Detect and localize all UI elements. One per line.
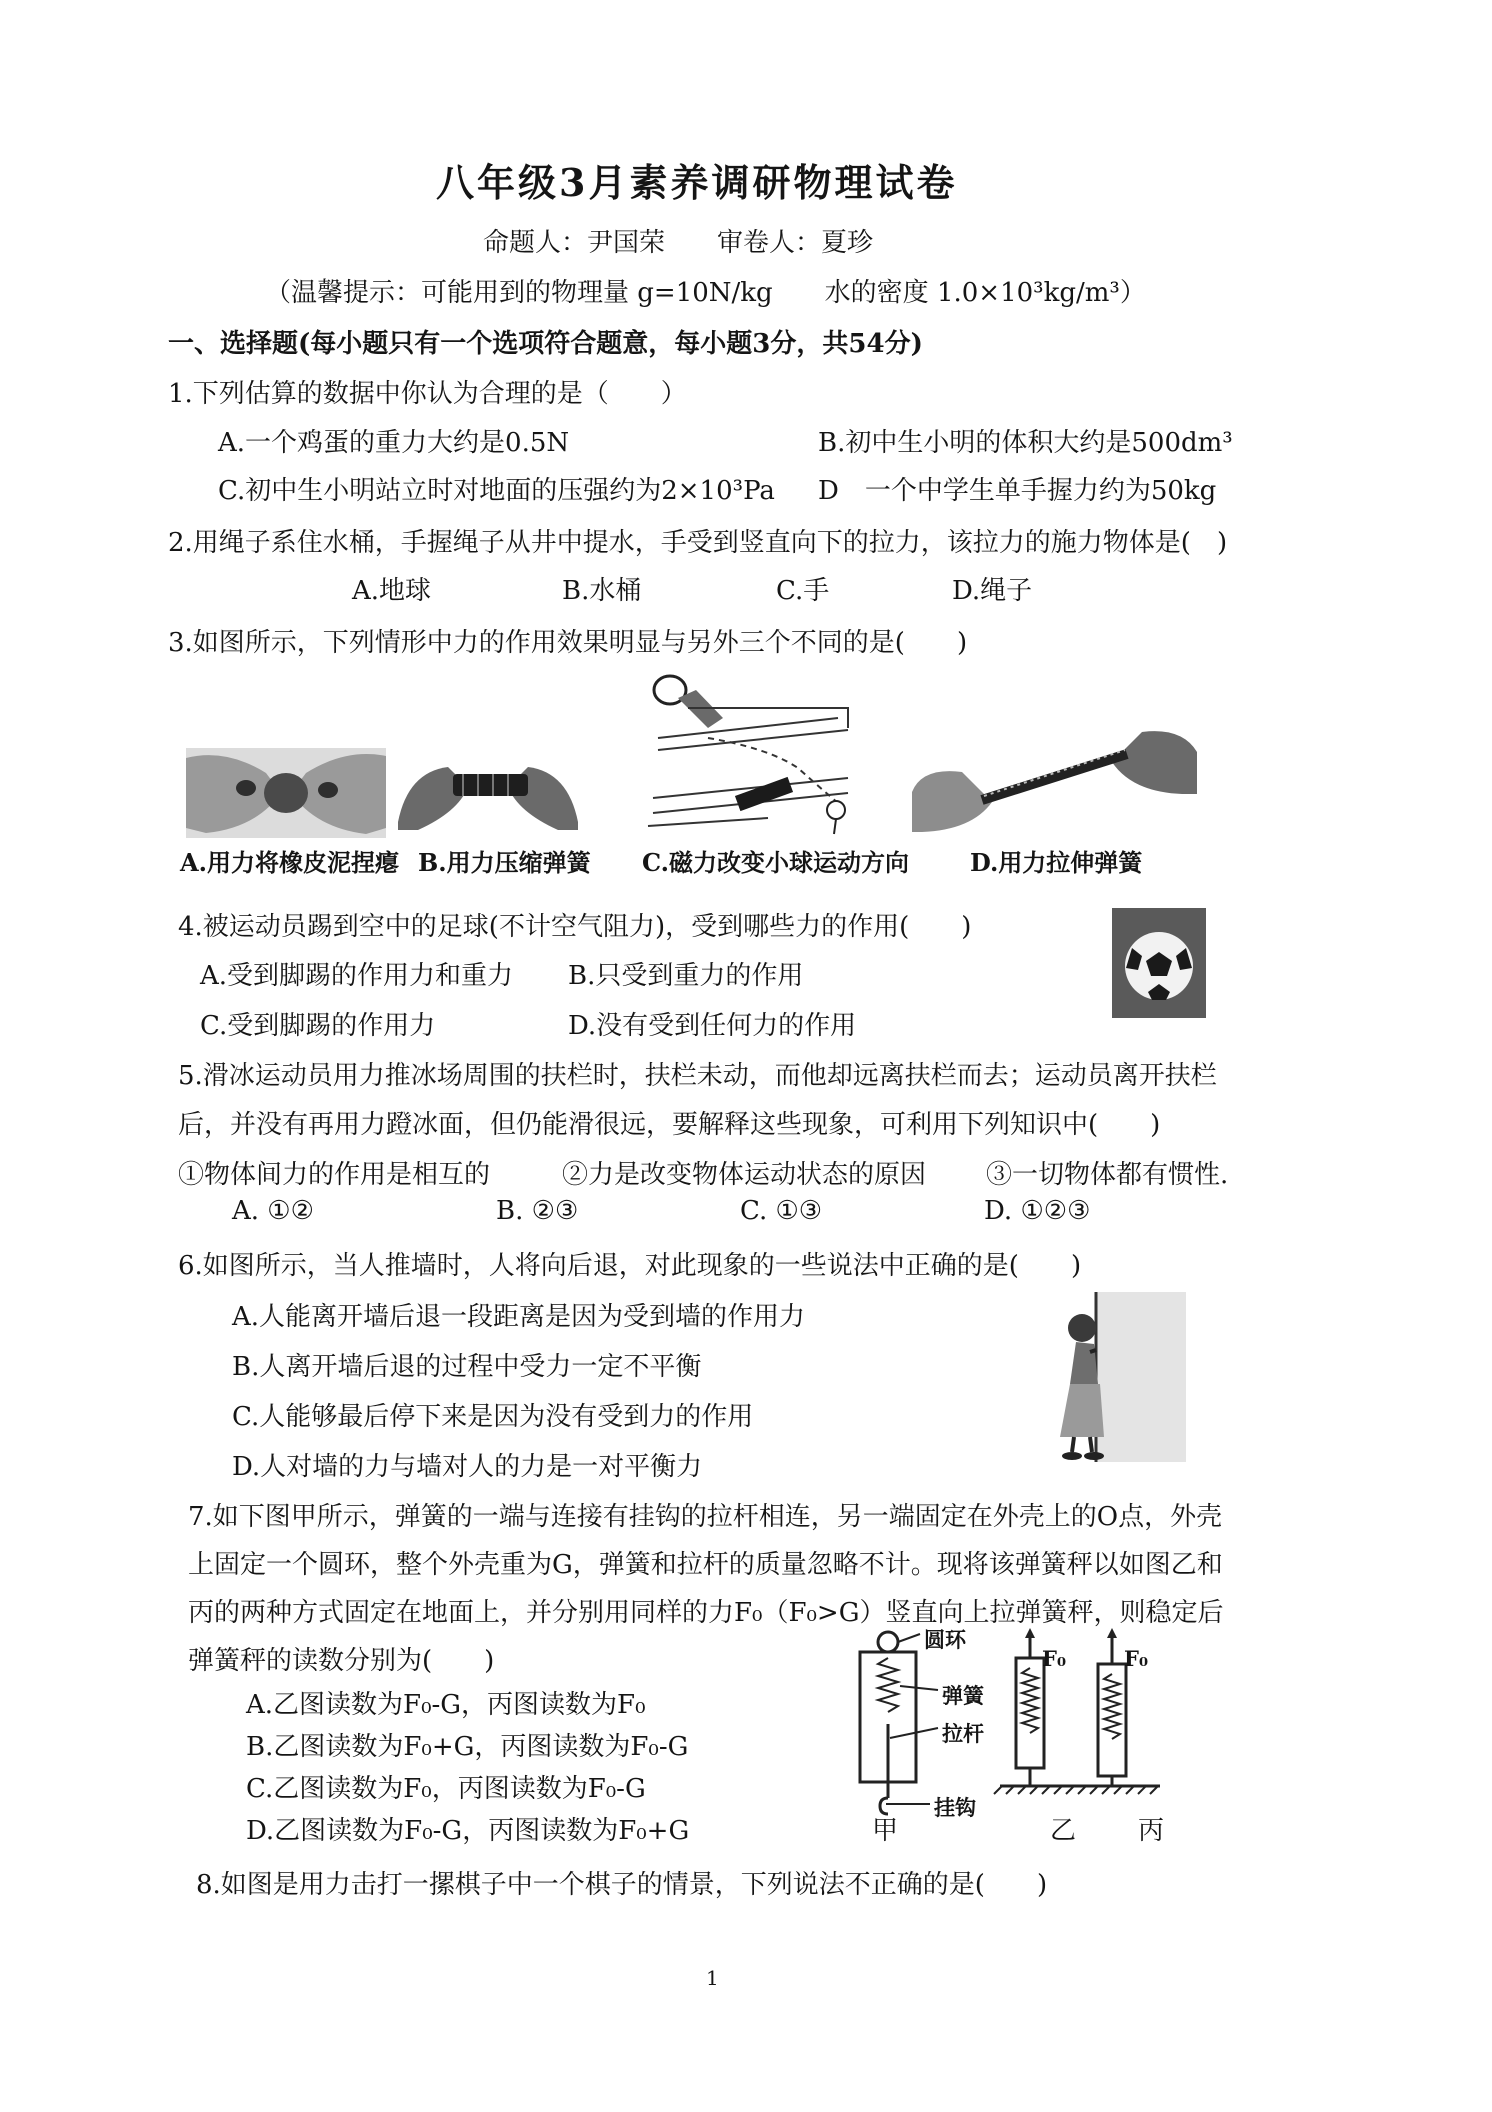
page-number: 1 <box>706 1966 719 1990</box>
q6-option-c: C.人能够最后停下来是因为没有受到力的作用 <box>232 1402 754 1432</box>
q6-option-d: D.人对墙的力与墙对人的力是一对平衡力 <box>232 1452 703 1482</box>
q1-option-c: C.初中生小明站立时对地面的压强约为2×10³Pa <box>218 476 775 506</box>
q6-option-b: B.人离开墙后退的过程中受力一定不平衡 <box>232 1352 702 1382</box>
q5-knowledge-2: ②力是改变物体运动状态的原因 <box>562 1160 927 1190</box>
q6-stem: 6.如图所示，当人推墙时，人将向后退，对此现象的一些说法中正确的是( ) <box>178 1251 1082 1281</box>
q5-stem-line1: 5.滑冰运动员用力推冰场周围的扶栏时，扶栏未动，而他却远离扶栏而去；运动员离开扶栏 <box>178 1061 1217 1091</box>
q2-option-a: A.地球 <box>352 576 432 606</box>
page-title: 八年级3月素养调研物理试卷 <box>436 160 958 205</box>
q4-option-d: D.没有受到任何力的作用 <box>568 1011 857 1041</box>
q7-option-b: B.乙图读数为F₀+G，丙图读数为F₀-G <box>246 1732 689 1762</box>
q7-stem-line3: 丙的两种方式固定在地面上，并分别用同样的力F₀（F₀>G）竖直向上拉弹簧秤，则稳定后 <box>188 1598 1224 1628</box>
section-heading: 一、选择题(每小题只有一个选项符合题意，每小题3分，共54分) <box>168 329 923 359</box>
label-rod: 拉杆 <box>942 1721 984 1746</box>
figure-d-caption: D.用力拉伸弹簧 <box>970 848 1143 877</box>
q7-stem-line4: 弹簧秤的读数分别为( ) <box>188 1646 495 1676</box>
q5-knowledge-3: ③一切物体都有惯性. <box>986 1160 1229 1190</box>
q4-option-c: C.受到脚踢的作用力 <box>200 1011 436 1041</box>
label-f0-yi: F₀ <box>1042 1646 1067 1671</box>
q2-option-d: D.绳子 <box>952 576 1033 606</box>
tip-line: （温馨提示：可能用到的物理量 g=10N/kg 水的密度 1.0×10³kg/m³） <box>265 278 1146 308</box>
label-jia: 甲 <box>872 1816 899 1846</box>
label-spring: 弹簧 <box>942 1683 984 1708</box>
q8-stem: 8.如图是用力击打一摞棋子中一个棋子的情景，下列说法不正确的是( ) <box>196 1870 1048 1900</box>
label-yi: 乙 <box>1050 1816 1077 1846</box>
q1-option-d: D 一个中学生单手握力约为50kg <box>818 476 1217 506</box>
figure-b-spring-hands <box>398 752 578 830</box>
label-hook: 挂钩 <box>934 1795 976 1820</box>
figure-a-caption: A.用力将橡皮泥捏瘪 <box>180 848 399 877</box>
q5-stem-line2: 后，并没有再用力蹬冰面，但仍能滑很远，要解释这些现象，可利用下列知识中( ) <box>178 1110 1161 1140</box>
q5-option-a: A. ①② <box>232 1196 314 1226</box>
q5-knowledge-1: ①物体间力的作用是相互的 <box>178 1160 491 1190</box>
q3-stem: 3.如图所示，下列情形中力的作用效果明显与另外三个不同的是( ) <box>168 628 968 658</box>
q1-option-b: B.初中生小明的体积大约是500dm³ <box>818 428 1233 458</box>
figure-c-caption: C.磁力改变小球运动方向 <box>642 848 910 877</box>
figure-a-clay-hands <box>186 748 386 838</box>
figure-b-caption: B.用力压缩弹簧 <box>418 848 591 877</box>
q4-stem: 4.被运动员踢到空中的足球(不计空气阻力)，受到哪些力的作用( ) <box>178 912 972 942</box>
label-bing: 丙 <box>1138 1816 1165 1846</box>
authors-line: 命题人：尹国荣 审卷人：夏珍 <box>483 228 874 258</box>
person-pushing-wall-figure <box>1060 1292 1186 1462</box>
q7-option-d: D.乙图读数为F₀-G，丙图读数为F₀+G <box>246 1816 690 1846</box>
q5-option-b: B. ②③ <box>496 1196 579 1226</box>
label-f0-bing: F₀ <box>1124 1646 1149 1671</box>
q4-option-b: B.只受到重力的作用 <box>568 961 804 991</box>
q7-stem-line1: 7.如下图甲所示，弹簧的一端与连接有挂钩的拉杆相连，另一端固定在外壳上的O点，外壳 <box>188 1502 1223 1532</box>
q1-option-a: A.一个鸡蛋的重力大约是0.5N <box>218 428 570 458</box>
label-ring: 圆环 <box>924 1627 966 1652</box>
q2-option-c: C.手 <box>776 576 830 606</box>
q4-option-a: A.受到脚踢的作用力和重力 <box>200 961 514 991</box>
q5-option-c: C. ①③ <box>740 1196 823 1226</box>
q7-option-a: A.乙图读数为F₀-G，丙图读数为F₀ <box>246 1690 646 1720</box>
figure-d-stretch-spring <box>912 722 1197 834</box>
q2-stem: 2.用绳子系住水桶，手握绳子从井中提水，手受到竖直向下的拉力，该拉力的施力物体是( ) <box>168 528 1228 558</box>
q6-option-a: A.人能离开墙后退一段距离是因为受到墙的作用力 <box>232 1302 806 1332</box>
q1-stem: 1.下列估算的数据中你认为合理的是（ ） <box>168 379 687 409</box>
q2-option-b: B.水桶 <box>562 576 642 606</box>
q7-stem-line2: 上固定一个圆环，整个外壳重为G，弹簧和拉杆的质量忽略不计。现将该弹簧秤以如图乙和 <box>188 1550 1223 1580</box>
q7-option-c: C.乙图读数为F₀，丙图读数为F₀-G <box>246 1774 646 1804</box>
soccer-ball-figure <box>1112 908 1206 1018</box>
figure-c-magnet-ball <box>648 668 858 836</box>
q5-option-d: D. ①②③ <box>984 1196 1091 1226</box>
